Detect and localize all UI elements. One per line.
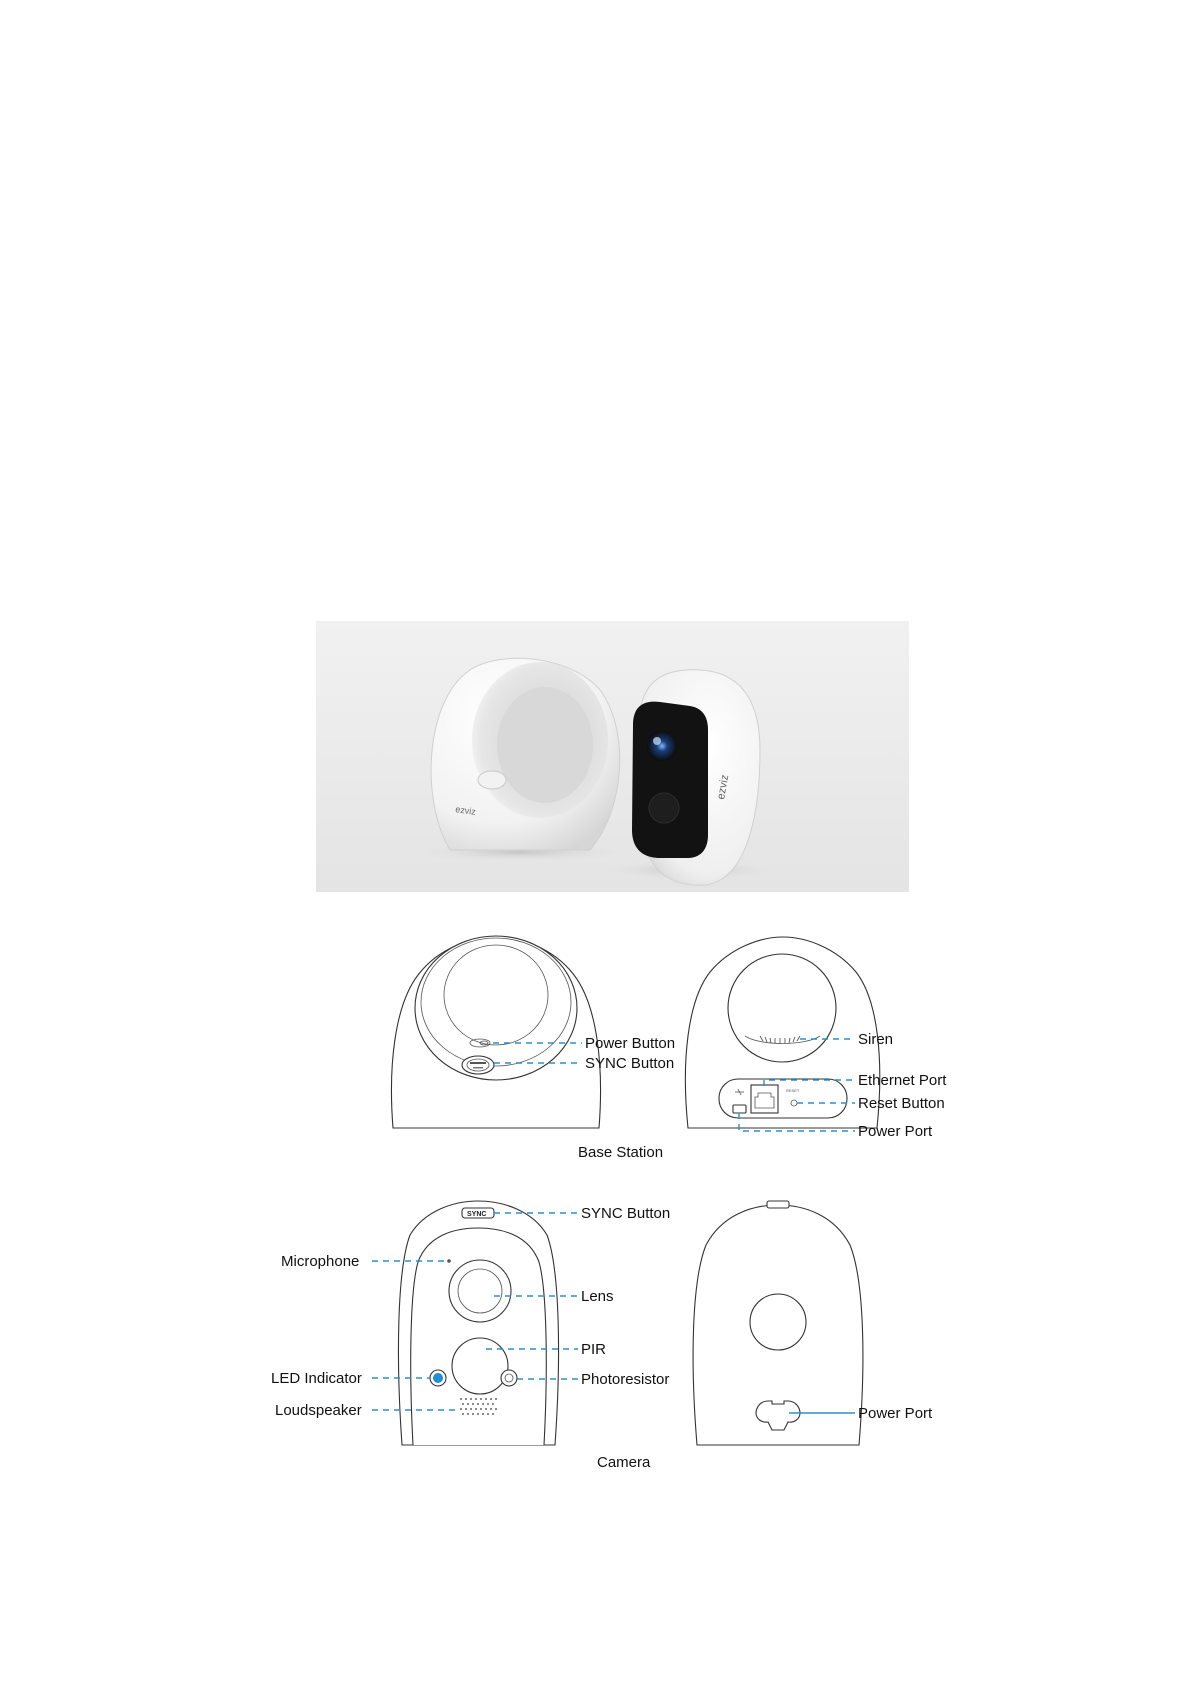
base-sync-button (462, 1056, 494, 1074)
camera-back-mount (750, 1294, 806, 1350)
label-microphone: Microphone (281, 1253, 360, 1270)
base-station-front-drawing (391, 936, 600, 1128)
caption-base-station: Base Station (578, 1144, 664, 1161)
label-loudspeaker: Loudspeaker (275, 1402, 362, 1419)
label-photoresistor: Photoresistor (581, 1371, 670, 1388)
label-power-button: Power Button (585, 1035, 676, 1052)
photo-base-brand-mark: ezviz (454, 804, 477, 817)
label-base-sync-button: SYNC Button (585, 1055, 675, 1072)
label-siren: Siren (858, 1031, 894, 1048)
label-led-indicator: LED Indicator (271, 1370, 362, 1387)
camera-back-drawing (693, 1201, 863, 1445)
label-base-power-port: Power Port (858, 1123, 933, 1140)
label-ethernet-port: Ethernet Port (858, 1072, 947, 1089)
camera-sync-button (462, 1208, 494, 1218)
camera-led-indicator (430, 1370, 446, 1386)
camera-photoresistor (501, 1370, 517, 1386)
base-station-back-drawing (685, 937, 879, 1128)
label-camera-sync-button: SYNC Button (581, 1205, 671, 1222)
camera-front-drawing (398, 1201, 558, 1445)
label-camera-power-port: Power Port (858, 1405, 933, 1422)
photo-camera-brand-mark: ezviz (715, 773, 732, 801)
label-lens: Lens (581, 1288, 614, 1305)
camera-lens (449, 1260, 511, 1322)
camera-microphone (447, 1259, 451, 1263)
label-pir: PIR (581, 1341, 607, 1358)
svg-text:RESET: RESET (786, 1088, 800, 1093)
base-ethernet-port (751, 1085, 778, 1113)
camera-pir (452, 1338, 508, 1394)
label-reset-button: Reset Button (858, 1095, 945, 1112)
camera-sync-marking: SYNC (467, 1211, 487, 1218)
caption-camera: Camera (597, 1454, 651, 1471)
